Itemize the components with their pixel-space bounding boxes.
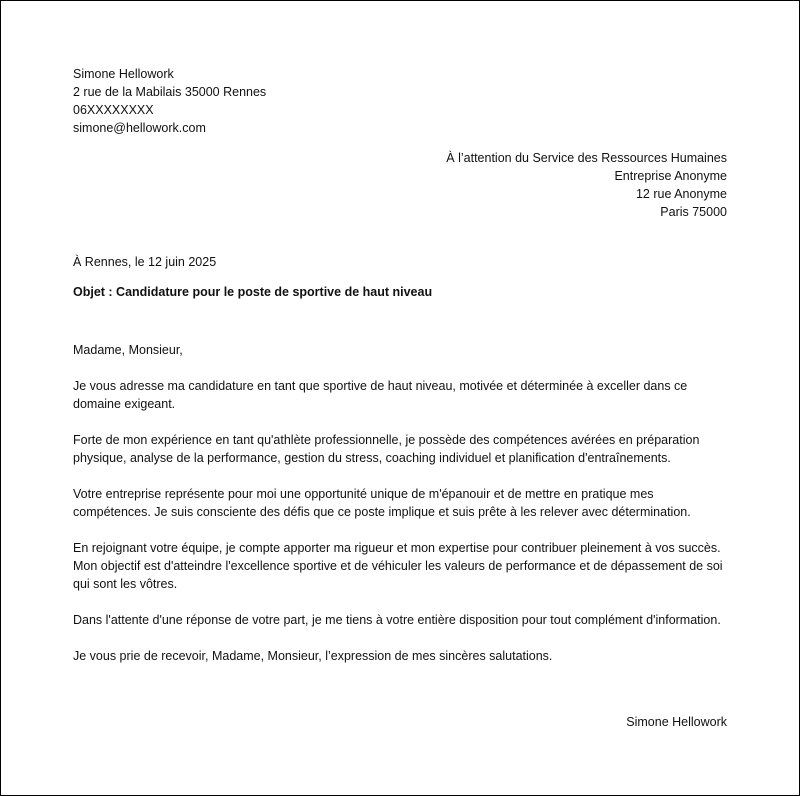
recipient-city: Paris 75000 [660, 205, 727, 219]
body-paragraph: Forte de mon expérience en tant qu'athlète professionnelle, je possède des compétences avérées en préparation physique, analyse de la performance, gestion du stress, coaching individuel et planification d'entraînements. [73, 433, 700, 465]
sender-name: Simone Hellowork [73, 67, 174, 81]
recipient-block [446, 149, 727, 221]
letter-body [73, 341, 733, 683]
recipient-street: 12 rue Anonyme [635, 187, 727, 201]
letter-greeting: Madame, Monsieur, [73, 343, 183, 357]
sender-block [73, 65, 266, 137]
recipient-attention: À l’attention du Service des Ressources Humaines [446, 151, 727, 165]
sender-email: simone@hellowork.com [73, 121, 206, 135]
body-paragraph: Je vous adresse ma candidature en tant que sportive de haut niveau, motivée et déterminée à exceller dans ce domaine exigeant. [73, 379, 688, 411]
body-paragraph: Votre entreprise représente pour moi une opportunité unique de m'épanouir et de mettre en pratique mes compétences. Je suis consciente des défis que ce poste implique et suis prête à les relever avec détermination. [73, 487, 691, 519]
letter-signature: Simone Hellowork [626, 715, 727, 729]
letter-subject: Objet : Candidature pour le poste de sportive de haut niveau [73, 285, 433, 299]
body-paragraph: Dans l'attente d'une réponse de votre part, je me tiens à votre entière disposition pour tout complément d'information. [73, 613, 721, 627]
letter-date: À Rennes, le 12 juin 2025 [73, 255, 217, 269]
body-paragraph: En rejoignant votre équipe, je compte apporter ma rigueur et mon expertise pour contribuer pleinement à vos succès. Mon objectif est d'atteindre l'excellence sportive et de véhiculer les valeurs de performance et de dépassement de soi qui sont les vôtres. [73, 541, 723, 591]
closing-paragraph: Je vous prie de recevoir, Madame, Monsieur, l’expression de mes sincères salutations. [73, 649, 553, 663]
sender-phone: 06XXXXXXXX [73, 103, 154, 117]
recipient-company: Entreprise Anonyme [614, 169, 727, 183]
sender-address: 2 rue de la Mabilais 35000 Rennes [73, 85, 267, 99]
